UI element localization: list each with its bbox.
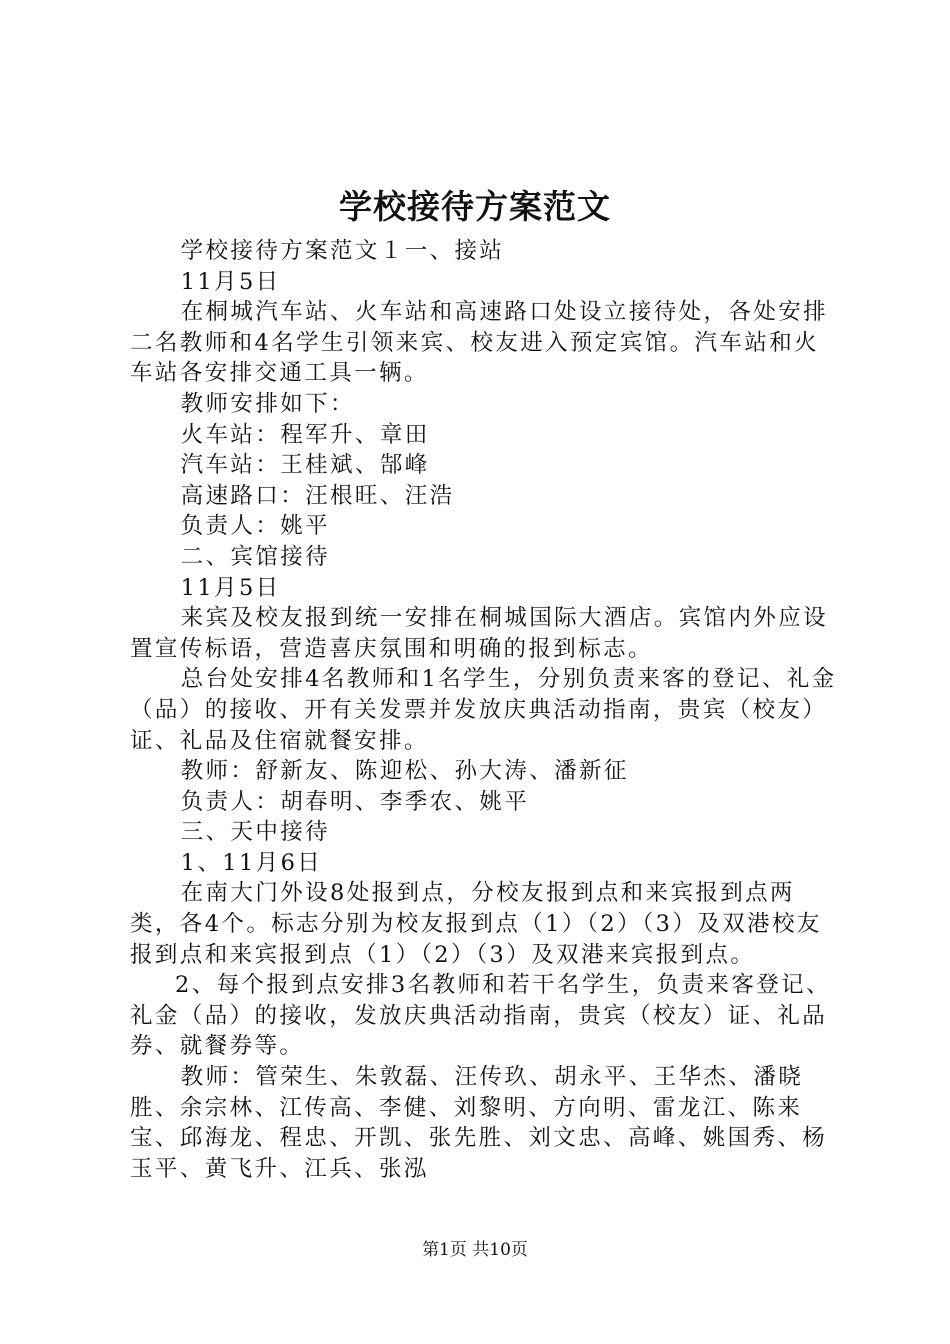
paragraph: 11月5日 — [180, 574, 281, 601]
paragraph: 教师安排如下： — [180, 390, 355, 417]
paragraph: 高速路口：汪根旺、汪浩 — [180, 482, 455, 509]
document-title: 学校接待方案范文 — [339, 187, 611, 226]
paragraph: 在桐城汽车站、火车站和高速路口处设立接待处，各处安排二名教师和4名学生引领来宾、校友进入预定宾馆。汽车站和火车站各安排交通工具一辆。 — [130, 299, 829, 387]
paragraph: 负责人：姚平 — [180, 513, 331, 540]
document-body — [130, 236, 842, 1184]
paragraph: 负责人：胡春明、李季农、姚平 — [180, 788, 530, 815]
paragraph: 三、天中接待 — [180, 819, 331, 846]
paragraph: 总台处安排4名教师和1名学生，分别负责来客的登记、礼金（品）的接收、开有关发票并发放庆典活动指南，贵宾（校友）证、礼品及住宿就餐安排。 — [130, 666, 837, 754]
paragraph: 汽车站：王桂斌、郜峰 — [180, 452, 430, 479]
paragraph: 教师：管荣生、朱敦磊、汪传玖、胡永平、王华杰、潘晓胜、余宗林、江传高、李健、刘黎明、方向明、雷龙江、陈来宝、邱海龙、程忠、开凯、张先胜、刘文忠、高峰、姚国秀、杨玉平、黄飞升、江兵、张泓 — [130, 1064, 828, 1182]
paragraph: 来宾及校友报到统一安排在桐城国际大酒店。宾馆内外应设置宣传标语，营造喜庆氛围和明确的报到标志。 — [130, 605, 829, 662]
paragraph: 学校接待方案范文１一、接站 — [180, 238, 505, 264]
paragraph: 火车站：程军升、章田 — [180, 421, 430, 448]
page-number-footer: 第1页 共10页 — [422, 1240, 528, 1260]
paragraph: 二、宾馆接待 — [180, 543, 331, 570]
paragraph: 1、11月6日 — [180, 849, 323, 876]
paragraph: 11月5日 — [180, 268, 281, 295]
paragraph: 2、每个报到点安排3名教师和若干名学生，负责来客登记、礼金（品）的接收，发放庆典活动指南，贵宾（校友）证、礼品券、就餐券等。 — [130, 972, 831, 1060]
paragraph: 教师：舒新友、陈迎松、孙大涛、潘新征 — [180, 758, 629, 785]
paragraph: 在南大门外设8处报到点，分校友报到点和来宾报到点两类，各4个。标志分别为校友报到点（1）（2）（3）及双港校友报到点和来宾报到点（1）（2）（3）及双港来宾报到点。 — [130, 880, 822, 968]
